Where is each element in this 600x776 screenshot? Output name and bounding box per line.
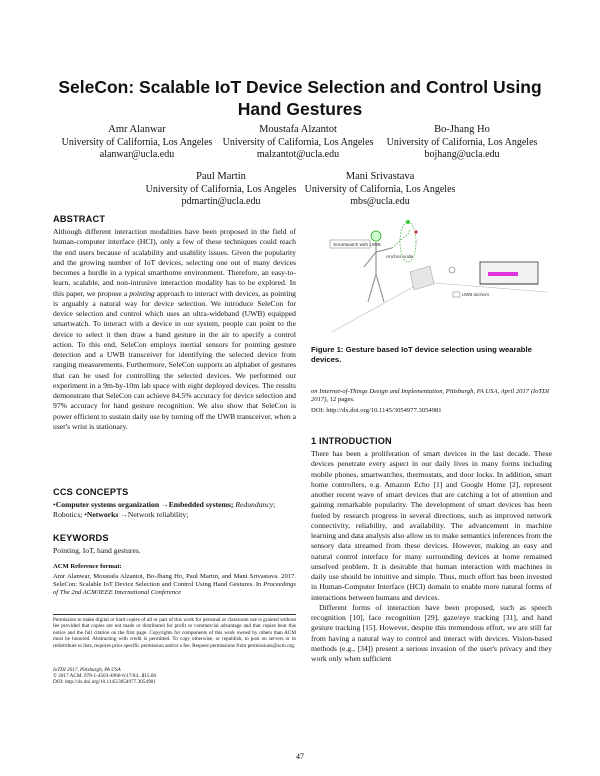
device-icon — [449, 267, 455, 273]
author-affiliation: University of California, Los Angeles — [145, 183, 297, 195]
watch-label: Smartwatch with UWB — [333, 243, 381, 248]
permission-copyright: © 2017 ACM. 978-1-4503-4966-6/17/04...$15.00 — [53, 673, 157, 679]
permission-doi: DOI: http://dx.doi.org/10.1145/3054977.3054981 — [53, 679, 156, 685]
author-email: malzantot@ucla.edu — [256, 149, 340, 160]
tv-bar — [488, 272, 518, 276]
footnote-rule — [53, 614, 296, 615]
ccs-body: •Computer systems organization →Embedded systems; Redundancy; Robotics; •Networks →Network reliability; — [53, 500, 276, 520]
author-affiliation: University of California, Los Angeles — [61, 136, 213, 148]
anchor-label: Anchor node — [386, 255, 414, 260]
intro-heading: 1 INTRODUCTION — [311, 436, 392, 446]
reference-proc: Proceedings of The 2nd ACM/IEEE International Conference — [53, 581, 296, 597]
reference-pages: 12 pages. — [328, 396, 355, 404]
author-affiliation: University of California, Los Angeles — [386, 136, 538, 148]
author-name: Paul Martin — [196, 171, 246, 182]
reference-cont — [311, 388, 552, 404]
anchor-dot — [406, 220, 410, 224]
figure-caption: Figure 1: Gesture based IoT device selection using wearable devices. — [311, 345, 532, 364]
author-affiliation: University of California, Los Angeles — [304, 183, 456, 195]
intro-p2: Different forms of interaction have been proposed, such as speech recognition [10], face recognition [29], gaze/eye tracking [31], and hand gesture tracking [15]. However, despite this tremendous effort, we are still far from having a natural way to control and interact with devices. Vision-based methods (e.g., [34]) present a serious invasion of the user's privacy and they work only when sufficient — [311, 602, 552, 663]
abstract-text-b: approach to interact with devices, as pointing is arguably a natural way for device selection. We introduce SeleCon for device selection and control which uses an ultra-wideband (UWB) equipped smartwatch. To interact with a device in our system, people can point to the device to select it then draw a hand gesture in the air to specify a control action. To this end, SeleCon employs inertial sensors for pointing gesture detection and a UWB transceiver for identifying the selected device from ranging measurements. Furthermore, SeleCon supports an alphabet of gestures that can be used for controlling the selected devices. We performed our experiment in a 9m-by-10m lab space with eight deployed devices. The results demonstrate that SeleCon can achieve 84.5% accuracy for device selection and 97% accuracy for hand gesture recognition. We also show that SeleCon is power efficient to sustain daily use by turning off the UWB transceiver, when a user's wrist is stationary. — [53, 288, 296, 431]
paper-title: SeleCon: Scalable IoT Device Selection and Control Using Hand Gestures — [58, 77, 542, 119]
abstract-text-a: Although different interaction modalities have been proposed in the field of human-computer interface (HCI), only a few of these techniques could reach the end users because of scalability and usability issues. Given the popularity and the growing number of IoT devices, selecting one out of many devices becomes a hurdle in a typical smarthome environment. Therefore, an easy-to-learn, scalable, and non-intrusive interaction modality has to be explored. In this paper, we propose a — [53, 227, 296, 298]
author-email: bojhang@ucla.edu — [424, 149, 500, 160]
ccs-redundancy: Redundancy — [235, 500, 274, 509]
author-name: Amr Alanwar — [108, 124, 166, 135]
reference-doi: DOI: http://dx.doi.org/10.1145/3054977.3054981 — [311, 407, 442, 414]
ccs-embedded: Embedded systems; — [168, 500, 234, 509]
permission-text: Permission to make digital or hard copies of all or part of this work for personal or classroom use is granted without fee provided that copies are not made or distributed for profit or commercial advantage and that copies bear this notice and the full citation on the first page. Copyrights for components of this work owned by others than ACM must be honored. Abstracting with credit is permitted. To copy otherwise, or republish, to post on servers or to redistribute to lists, requires prior specific permission and/or a fee. Request permissions from permissions@acm.org. — [53, 617, 296, 649]
author-affiliation: University of California, Los Angeles — [222, 136, 374, 148]
person-body — [364, 242, 392, 302]
legend-box — [453, 292, 460, 297]
author-2 — [213, 124, 383, 162]
person-head — [371, 231, 381, 241]
abstract-heading: ABSTRACT — [53, 214, 106, 224]
keywords-heading: KEYWORDS — [53, 533, 109, 543]
reference-text: Amr Alanwar, Moustafa Alzantot, Bo-Jhang Ho, Paul Martin, and Mani Srivastava. 2017. SeleCon: Scalable IoT Device Selection and Control Using Hand Gestures. In — [53, 573, 296, 589]
author-1 — [52, 124, 222, 162]
figure-1 — [312, 212, 552, 337]
keywords-text: Pointing, IoT, hand gestures. — [53, 546, 141, 555]
author-email: mbs@ucla.edu — [350, 196, 410, 207]
figure-illustration — [312, 212, 552, 337]
intro-body — [311, 449, 552, 664]
ccs-rest1: ; Robotics; — [53, 500, 276, 520]
floor-line — [332, 282, 422, 332]
abstract-body — [53, 227, 296, 432]
reference-heading: ACM Reference format: — [53, 563, 122, 570]
page-number: 47 — [296, 752, 304, 761]
arrow-icon: → — [120, 510, 128, 520]
ccs-heading: CCS CONCEPTS — [53, 487, 129, 497]
author-4 — [136, 171, 306, 209]
anchor-dot — [414, 230, 417, 233]
author-5 — [295, 171, 465, 209]
reference-body — [53, 573, 296, 598]
screen-label: UWB anchors — [462, 292, 490, 297]
author-name: Bo-Jhang Ho — [434, 124, 490, 135]
abstract-emph: pointing — [129, 288, 155, 298]
ccs-org: Computer systems organization — [55, 500, 160, 509]
author-email: pdmartin@ucla.edu — [181, 196, 261, 207]
permission-venue: IoTDI 2017, Pittsburgh, PA USA — [53, 667, 121, 673]
author-email: alanwar@ucla.edu — [99, 149, 175, 160]
arrow-icon: → — [161, 500, 169, 509]
ccs-rest2: Network reliability; — [127, 510, 189, 520]
author-name: Mani Srivastava — [345, 171, 415, 182]
author-3 — [377, 124, 547, 162]
ccs-networks: Networks — [86, 510, 119, 520]
intro-p1: There has been a proliferation of smart devices in the last decade. These devices penetrate every aspect in our daily lives in many forms including mobile phones, smartwatches, thermostats, and door locks. In addition, smart home controllers, e.g. Amazon Echo [1] and Google Home [2], represent another recent wave of smart devices that are catching a lot of attention and gaining remarkable popularity. The development of smart devices has been fueled by research progress in several directions, such as improved network connectivity, reliability, and availability. The advancement in machine learning and data analysis also allow us to make semantics inferences from the sensory data streamed from these devices. However, making an easy and natural control interface for many surrounding devices at home remained unsolved problem. It is desirable that human interaction with machines in daily use should be intuitive and simple. Thus, much effort has been invested in Human-Computer Interface (HCI) domain to enable more natural forms of interactions between humans and devices. — [311, 449, 552, 602]
reference-cont-text: on Internet-of-Things Design and Implementation, Pittsburgh, PA USA, April 2017 (IoTDI 2017), — [311, 388, 550, 404]
couch-icon — [410, 266, 434, 290]
author-name: Moustafa Alzantot — [259, 124, 337, 135]
